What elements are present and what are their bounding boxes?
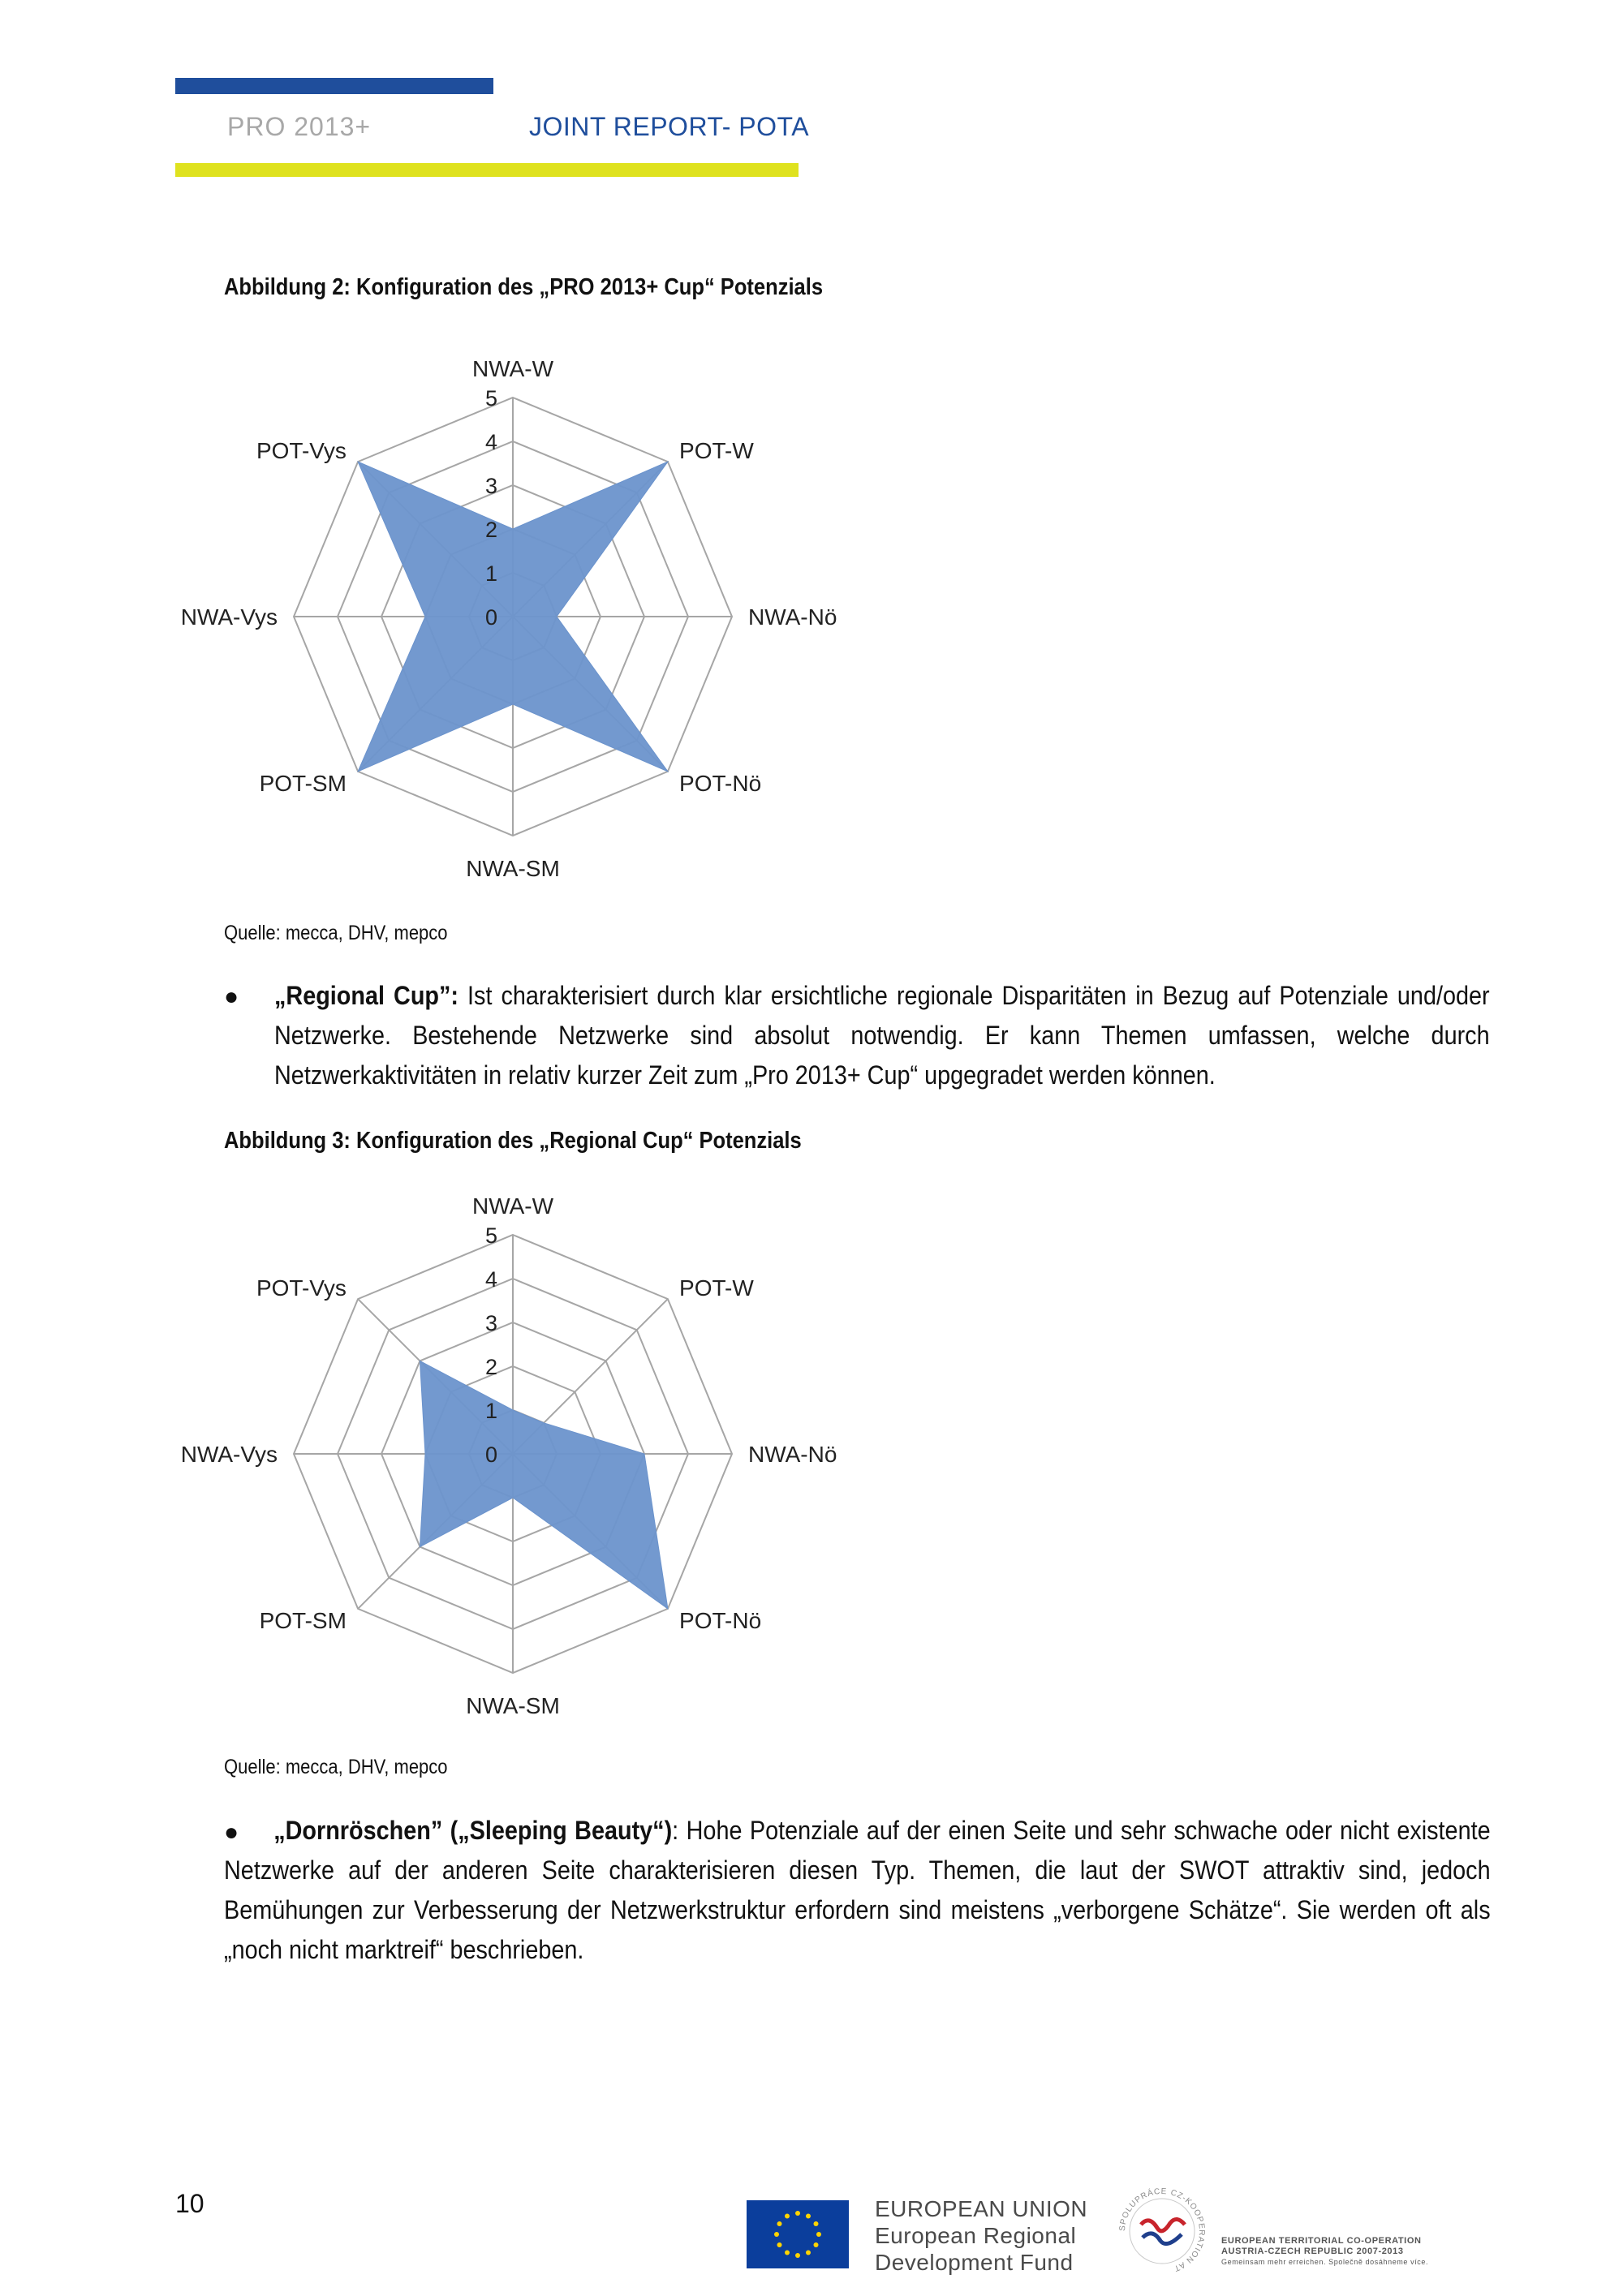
eu-flag-logo [747, 2200, 849, 2268]
radar-tick-label: 5 [485, 386, 498, 411]
header-blue-bar [175, 78, 493, 94]
paragraph-dornroeschen [224, 1811, 1491, 1970]
term-regional-cup: „Regional Cup”: [274, 981, 459, 1010]
header-yellow-bar [175, 163, 799, 177]
radar-chart-pro-cup [162, 341, 876, 892]
radar-axis-label: POT-Vys [256, 1275, 347, 1301]
bullet-regional-cup: ● [224, 983, 239, 1010]
eu-stars-icon [747, 2200, 849, 2268]
radar-chart-regional-cup [162, 1178, 876, 1730]
radar-tick-label: 3 [485, 1311, 498, 1335]
figure-3-source: Quelle: mecca, DHV, mepco [224, 1756, 448, 1778]
term-dornroeschen: „Dornröschen” („Sleeping Beauty“) [273, 1816, 673, 1845]
eu-line-3: Development Fund [875, 2250, 1074, 2275]
radar-tick-label: 2 [485, 1355, 498, 1379]
radar-axis-label: POT-Nö [679, 1608, 762, 1634]
eu-line-1: EUROPEAN UNION [875, 2196, 1088, 2221]
radar-axis-label: POT-W [679, 1275, 754, 1301]
page-number: 10 [175, 2189, 204, 2218]
etc-ring-text: SPOLUPRÁCE CZ-KOOPERATION AT [1117, 2186, 1207, 2273]
radar-axis-label: NWA-W [471, 356, 554, 381]
radar-tick-label: 3 [485, 474, 498, 498]
etc-line-3: Gemeinsam mehr erreichen. Společně dosáhneme více. [1221, 2258, 1429, 2266]
radar-tick-label: 0 [485, 605, 498, 630]
radar-axis-label: NWA-Vys [180, 604, 278, 630]
radar-axis-label: NWA-W [471, 1193, 554, 1219]
etc-program-text [1221, 2236, 1428, 2268]
paragraph-regional-cup [274, 976, 1490, 1095]
etc-line-2: AUSTRIA-CZECH REPUBLIC 2007-2013 [1221, 2247, 1404, 2256]
radar-tick-label: 4 [485, 1267, 498, 1292]
text-regional-cup: Ist charakterisiert durch klar ersichtliche regionale Disparitäten in Bezug auf Potenziale und/oder Netzwerke. Bestehende Netzwerke sind absolut notwendig. Er kann Themen umfassen, welche durch Netzwerkaktivitäten in relativ kurzer Zeit zum „Pro 2013+ Cup“ upgegradet werden können. [274, 981, 1490, 1090]
radar-axis-label: POT-SM [259, 771, 347, 797]
radar-axis-label: NWA-Nö [748, 604, 837, 630]
radar-axis-label: POT-W [679, 437, 754, 463]
radar-tick-label: 4 [485, 430, 498, 454]
radar-tick-label: 2 [485, 518, 498, 542]
eu-fund-text [875, 2195, 1087, 2276]
radar-axis-label: NWA-Vys [180, 1442, 278, 1467]
radar-tick-label: 1 [485, 1399, 498, 1423]
radar-tick-label: 5 [485, 1223, 498, 1248]
radar-axis-label: POT-Nö [679, 771, 762, 797]
etc-cooperation-logo [1113, 2182, 1211, 2280]
eu-line-2: European Regional [875, 2223, 1077, 2248]
radar-axis-label: NWA-SM [466, 1693, 560, 1718]
radar-tick-label: 0 [485, 1443, 498, 1467]
radar-tick-label: 1 [485, 561, 498, 586]
radar-axis-label: POT-SM [259, 1608, 347, 1634]
figure-3-caption: Abbildung 3: Konfiguration des „Regional Cup“ Potenzials [224, 1128, 802, 1154]
bullet-dornroeschen: ● [224, 1819, 239, 1846]
radar-axis-label: POT-Vys [256, 437, 347, 463]
header-report-title: JOINT REPORT- POTA [529, 112, 810, 141]
radar-axis-label: NWA-Nö [748, 1442, 837, 1467]
figure-2-caption: Abbildung 2: Konfiguration des „PRO 2013+ Cup“ Potenzials [224, 274, 824, 300]
radar-series-area [420, 1361, 667, 1608]
text-dornroeschen: : Hohe Potenziale auf der einen Seite und sehr schwache oder nicht existente Netzwerke auf der anderen Seite charakterisieren diesen Typ. Themen, die laut der SWOT attraktiv sind, jedoch Bemühungen zur Verbesserung der Netzwerkstruktur erfordern sind meistens „verborgene Schätze“. Sie werden oft als „noch nicht marktreif“ beschrieben. [224, 1816, 1491, 1964]
etc-line-1: EUROPEAN TERRITORIAL CO-OPERATION [1221, 2236, 1422, 2246]
figure-2-source: Quelle: mecca, DHV, mepco [224, 922, 448, 944]
header-project-title: PRO 2013+ [227, 112, 372, 141]
radar-axis-label: NWA-SM [466, 856, 560, 881]
